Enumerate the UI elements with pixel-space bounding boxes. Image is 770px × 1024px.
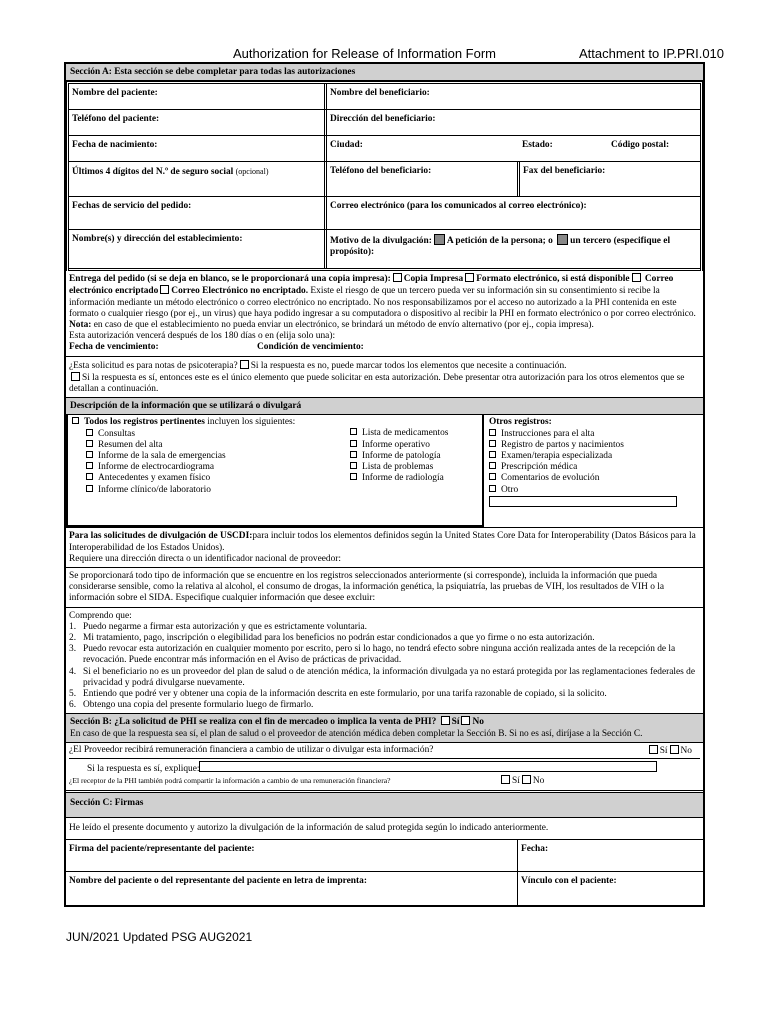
understand-item bbox=[69, 700, 700, 711]
all-records-includes: incluyen los siguientes: bbox=[207, 417, 296, 428]
record-item[interactable] bbox=[86, 429, 350, 440]
email-field[interactable]: Correo electrónico (para los comunicados al correo electrónico): bbox=[330, 201, 587, 212]
expiry-condition-field[interactable]: Condición de vencimiento: bbox=[257, 342, 364, 353]
remuneration-block bbox=[66, 743, 703, 793]
item-number: 4. bbox=[69, 666, 77, 677]
printed-name-field[interactable]: Nombre del paciente o del representante del paciente en letra de imprenta: bbox=[66, 872, 518, 905]
beneficiary-address-field[interactable]: Dirección del beneficiario: bbox=[330, 114, 436, 125]
record-label: Antecedentes y examen físico bbox=[98, 473, 211, 484]
note-label: Nota: bbox=[69, 320, 92, 331]
item-text: Puedo revocar esta autorización en cualquier momento por escrito, pero si lo hago, no tendrá efecto sobre ninguna acción realizada antes de la recepción de la revocación. Puede encontrar más información en el Aviso de prácticas de privacidad. bbox=[83, 644, 676, 666]
patient-name-field[interactable]: Nombre del paciente: bbox=[69, 84, 327, 109]
all-records-label: Todos los registros pertinentes bbox=[84, 417, 205, 428]
uscdi-text: para incluir todos los elementos definidos según la United States Core Data for Interoperability (Datos Básicos para la Interoperabilidad de los Estados Unidos). bbox=[69, 531, 696, 553]
section-a-title: Sección A: Esta sección se debe completar para todas las autorizaciones bbox=[66, 64, 703, 81]
city-field[interactable]: Ciudad: bbox=[330, 140, 363, 151]
request-person-checkbox[interactable] bbox=[434, 234, 445, 245]
uscdi-label: Para las solicitudes de divulgación de USCDI: bbox=[69, 531, 253, 542]
third-party-label: un tercero (especifique el propósito): bbox=[330, 236, 671, 258]
beneficiary-phone-field[interactable]: Teléfono del beneficiario: bbox=[327, 162, 520, 196]
record-label: Informe de la sala de emergencias bbox=[98, 451, 226, 462]
dob-field[interactable]: Fecha de nacimiento: bbox=[69, 136, 327, 161]
record-checkbox[interactable] bbox=[350, 428, 357, 435]
record-item[interactable] bbox=[86, 485, 350, 496]
share-question: ¿El receptor de la PHI también podrá compartir la información a cambio de una remuneración financiera? bbox=[69, 776, 391, 786]
relationship-field[interactable]: Vínculo con el paciente: bbox=[521, 875, 617, 886]
record-label: Comentarios de evolución bbox=[501, 473, 600, 484]
remuneration-yes-label: Sí bbox=[659, 745, 668, 756]
service-dates-field[interactable]: Fechas de servicio del pedido: bbox=[69, 197, 327, 229]
unencrypted-email-label: Correo Electrónico no encriptado. bbox=[171, 286, 309, 297]
item-number: 5. bbox=[69, 689, 77, 700]
third-party-checkbox[interactable] bbox=[557, 234, 568, 245]
record-checkbox[interactable] bbox=[350, 451, 357, 458]
signature-date-field[interactable]: Fecha: bbox=[521, 843, 549, 854]
electronic-format-checkbox[interactable] bbox=[465, 273, 474, 282]
record-checkbox[interactable] bbox=[350, 440, 357, 447]
psychotherapy-no-text: Si la respuesta es no, puede marcar todos los elementos que necesite a continuación. bbox=[250, 360, 567, 371]
item-number: 2. bbox=[69, 633, 77, 644]
encrypted-email-label: Correo electrónico encriptado bbox=[69, 274, 674, 297]
delivery-risk-text: Existe el riesgo de que un tercero pueda ver su información sin su consentimiento si recibe la información mediante un método electrónico o correo electrónico no encriptado. No nos responsabilizamos por el acceso no autorizado a la PHI contenida en este formato o cualquier riesgo (por ej., un virus) que haya podido ingresar a su computadora o dispositivo al recibir la PHI en formato electrónico o por correo electrónico. bbox=[69, 286, 696, 319]
record-checkbox[interactable] bbox=[86, 440, 93, 447]
record-item[interactable] bbox=[489, 440, 698, 451]
record-item[interactable] bbox=[489, 429, 698, 440]
delivery-label: Entrega del pedido (si se deja en blanco, se le proporcionará una copia impresa): bbox=[69, 274, 391, 285]
record-checkbox[interactable] bbox=[86, 485, 93, 492]
record-item[interactable] bbox=[86, 473, 350, 484]
records-section bbox=[66, 415, 703, 528]
record-item[interactable] bbox=[86, 462, 350, 473]
record-item[interactable] bbox=[489, 451, 698, 462]
understand-list bbox=[69, 622, 700, 712]
footer-version: JUN/2021 Updated PSG AUG2021 bbox=[66, 930, 253, 944]
record-label: Examen/terapia especializada bbox=[501, 451, 613, 462]
signature-field[interactable]: Firma del paciente/representante del paciente: bbox=[66, 840, 518, 871]
record-item[interactable] bbox=[350, 451, 478, 462]
record-item[interactable] bbox=[350, 440, 478, 451]
record-label: Lista de medicamentos bbox=[362, 428, 449, 439]
psychotherapy-yes-text: Si la respuesta es sí, entonces este es el único elemento que puede solicitar en esta autorización. Debe presentar otra autorización para los otros elementos que se detallan a continuación. bbox=[69, 372, 685, 395]
section-a-grid bbox=[66, 81, 703, 271]
psychotherapy-yes-checkbox[interactable] bbox=[71, 372, 80, 381]
remuneration-no-checkbox[interactable] bbox=[670, 745, 679, 754]
remuneration-no-label: No bbox=[680, 745, 692, 756]
ssn-label: Últimos 4 dígitos del N.º de seguro social bbox=[72, 167, 234, 178]
sensitive-info-text[interactable]: Se proporcionará todo tipo de información que se encuentre en los registros seleccionados anteriormente (si corresponde), incluida la información que pueda considerarse sensible, como la relativa al alcohol, el consumo de drogas, la información genética, la psiquiatría, las pruebas de VIH, los resultados de VIH o la información sobre el SIDA. Especifique cualquier información que desee excluir: bbox=[66, 568, 703, 608]
paper-copy-label: Copia Impresa bbox=[403, 274, 464, 285]
section-b-header bbox=[66, 714, 703, 742]
record-item[interactable] bbox=[350, 428, 478, 439]
delivery-block bbox=[66, 271, 703, 356]
record-item[interactable] bbox=[489, 473, 698, 484]
record-checkbox[interactable] bbox=[86, 473, 93, 480]
item-number: 3. bbox=[69, 644, 77, 655]
item-number: 6. bbox=[69, 700, 77, 711]
records-list-2 bbox=[350, 428, 478, 484]
explain-label: Si la respuesta es sí, explique: bbox=[87, 764, 200, 775]
marketing-yes-checkbox[interactable] bbox=[441, 716, 450, 725]
facility-field[interactable]: Nombre(s) y dirección del establecimiento: bbox=[69, 230, 327, 268]
request-person-label: A petición de la persona; o bbox=[446, 236, 553, 247]
ssn-optional: (opcional) bbox=[235, 167, 269, 177]
remuneration-question: ¿El Proveedor recibirá remuneración financiera a cambio de utilizar o divulgar esta información? bbox=[69, 744, 434, 755]
all-records-checkbox[interactable] bbox=[72, 417, 79, 424]
other-input[interactable] bbox=[489, 496, 677, 507]
share-yes-label: Sí bbox=[512, 776, 520, 787]
marketing-no-label: No bbox=[472, 717, 484, 728]
paper-copy-checkbox[interactable] bbox=[393, 273, 402, 282]
psychotherapy-question: ¿Esta solicitud es para notas de psicoterapia? bbox=[69, 360, 238, 371]
record-checkbox[interactable] bbox=[86, 429, 93, 436]
item-text: Obtengo una copia del presente formulario luego de firmarlo. bbox=[83, 700, 314, 711]
understand-item bbox=[69, 622, 700, 633]
note-text: en caso de que el establecimiento no pueda enviar un electrónico, se brindará un método de envío alternativo (por ej., copia impresa). bbox=[93, 320, 594, 331]
zip-field[interactable]: Código postal: bbox=[611, 140, 670, 151]
record-label: Registro de partos y nacimientos bbox=[501, 439, 624, 450]
beneficiary-fax-field[interactable]: Fax del beneficiario: bbox=[523, 166, 606, 177]
record-label: Informe de radiología bbox=[362, 473, 444, 484]
record-checkbox[interactable] bbox=[86, 462, 93, 469]
records-list-3 bbox=[489, 429, 698, 485]
marketing-yes-label: Sí bbox=[451, 717, 460, 728]
explain-input[interactable] bbox=[199, 761, 657, 772]
record-label: Lista de problemas bbox=[362, 462, 434, 473]
item-text: Entiendo que podré ver y obtener una copia de la información descrita en este formulario, por una tarifa razonable de copiado, si la solicito. bbox=[83, 689, 607, 700]
section-b-title: Sección B: ¿La solicitud de PHI se realiza con el fin de mercadeo o implica la venta de PHI? bbox=[70, 717, 437, 728]
understand-item bbox=[69, 667, 700, 689]
authorization-form bbox=[64, 62, 705, 907]
record-label: Instrucciones para el alta bbox=[501, 428, 595, 439]
record-checkbox[interactable] bbox=[489, 462, 496, 469]
ssn-field[interactable] bbox=[69, 162, 327, 196]
record-checkbox[interactable] bbox=[86, 451, 93, 458]
records-list-1 bbox=[72, 429, 350, 496]
other-checkbox[interactable] bbox=[489, 485, 496, 492]
record-item[interactable] bbox=[489, 462, 698, 473]
share-yes-checkbox[interactable] bbox=[501, 775, 510, 784]
record-label: Resumen del alta bbox=[98, 439, 163, 450]
uscdi-requirement[interactable]: Requiere una dirección directa o un identificador nacional de proveedor: bbox=[69, 553, 342, 564]
section-c-text: He leído el presente documento y autorizo la divulgación de la información de salud protegida según lo indicado anteriormente. bbox=[66, 818, 703, 840]
record-label: Informe clínico/de laboratorio bbox=[98, 484, 211, 495]
record-checkbox[interactable] bbox=[489, 473, 496, 480]
record-label: Prescripción médica bbox=[501, 462, 578, 473]
record-label: Informe de electrocardiograma bbox=[98, 462, 215, 473]
item-number: 1. bbox=[69, 621, 77, 632]
item-text: Puedo negarme a firmar esta autorización y que es estrictamente voluntaria. bbox=[83, 621, 367, 632]
item-text: Si el beneficiario no es un proveedor del plan de salud o de atención médica, la información divulgada ya no estará protegida por las reglamentaciones federales de privacidad y podrá divulgarse nuevamente. bbox=[83, 666, 696, 688]
record-item[interactable] bbox=[86, 440, 350, 451]
attachment-label: Attachment to IP.PRI.010 bbox=[579, 46, 725, 61]
record-label: Informe de patología bbox=[362, 450, 441, 461]
record-checkbox[interactable] bbox=[350, 462, 357, 469]
beneficiary-name-field[interactable]: Nombre del beneficiario: bbox=[330, 88, 430, 99]
pertinent-records bbox=[66, 415, 484, 527]
item-text: Mi tratamiento, pago, inscripción o elegibilidad para los beneficios no podrán estar condicionados a que yo firme o no esta autorización. bbox=[83, 633, 595, 644]
record-checkbox[interactable] bbox=[489, 440, 496, 447]
section-c-title: Sección C: Firmas bbox=[66, 793, 703, 818]
encrypted-email-checkbox[interactable] bbox=[632, 273, 641, 282]
understand-item bbox=[69, 644, 700, 666]
record-item[interactable] bbox=[350, 462, 478, 473]
reason-label: Motivo de la divulgación: bbox=[330, 236, 432, 247]
patient-phone-field[interactable]: Teléfono del paciente: bbox=[69, 110, 327, 135]
understand-title: Comprendo que: bbox=[69, 610, 132, 621]
record-label: Informe operativo bbox=[362, 439, 430, 450]
section-b-note: En caso de que la respuesta sea sí, el plan de salud o el proveedor de atención médica deben completar la Sección B. Si no es así, diríjase a la Sección C. bbox=[70, 728, 643, 739]
expiry-text: Esta autorización vencerá después de los 180 días o en (elija solo una): bbox=[69, 331, 336, 342]
understand-item bbox=[69, 689, 700, 700]
unencrypted-email-checkbox[interactable] bbox=[160, 285, 169, 294]
record-checkbox[interactable] bbox=[350, 473, 357, 480]
form-title: Authorization for Release of Information Form bbox=[233, 46, 497, 61]
other-records-title: Otros registros: bbox=[489, 417, 552, 428]
share-no-checkbox[interactable] bbox=[522, 775, 531, 784]
electronic-format-label: Formato electrónico, si está disponible bbox=[476, 274, 630, 285]
record-checkbox[interactable] bbox=[489, 451, 496, 458]
state-field[interactable]: Estado: bbox=[522, 140, 553, 151]
share-no-label: No bbox=[532, 776, 545, 787]
remuneration-yes-checkbox[interactable] bbox=[649, 745, 658, 754]
record-item[interactable] bbox=[350, 473, 478, 484]
uscdi-block bbox=[66, 528, 703, 568]
description-title: Descripción de la información que se utilizará o divulgará bbox=[66, 398, 703, 415]
understand-block bbox=[66, 608, 703, 715]
expiry-date-field[interactable]: Fecha de vencimiento: bbox=[69, 342, 159, 353]
marketing-no-checkbox[interactable] bbox=[461, 716, 470, 725]
psychotherapy-no-checkbox[interactable] bbox=[240, 360, 249, 369]
record-item[interactable] bbox=[86, 451, 350, 462]
reason-field bbox=[327, 230, 700, 268]
psychotherapy-block bbox=[66, 357, 703, 399]
record-checkbox[interactable] bbox=[489, 429, 496, 436]
understand-item bbox=[69, 633, 700, 644]
record-label: Consultas bbox=[98, 428, 135, 439]
other-records bbox=[484, 415, 703, 527]
other-label: Otro bbox=[501, 484, 519, 495]
